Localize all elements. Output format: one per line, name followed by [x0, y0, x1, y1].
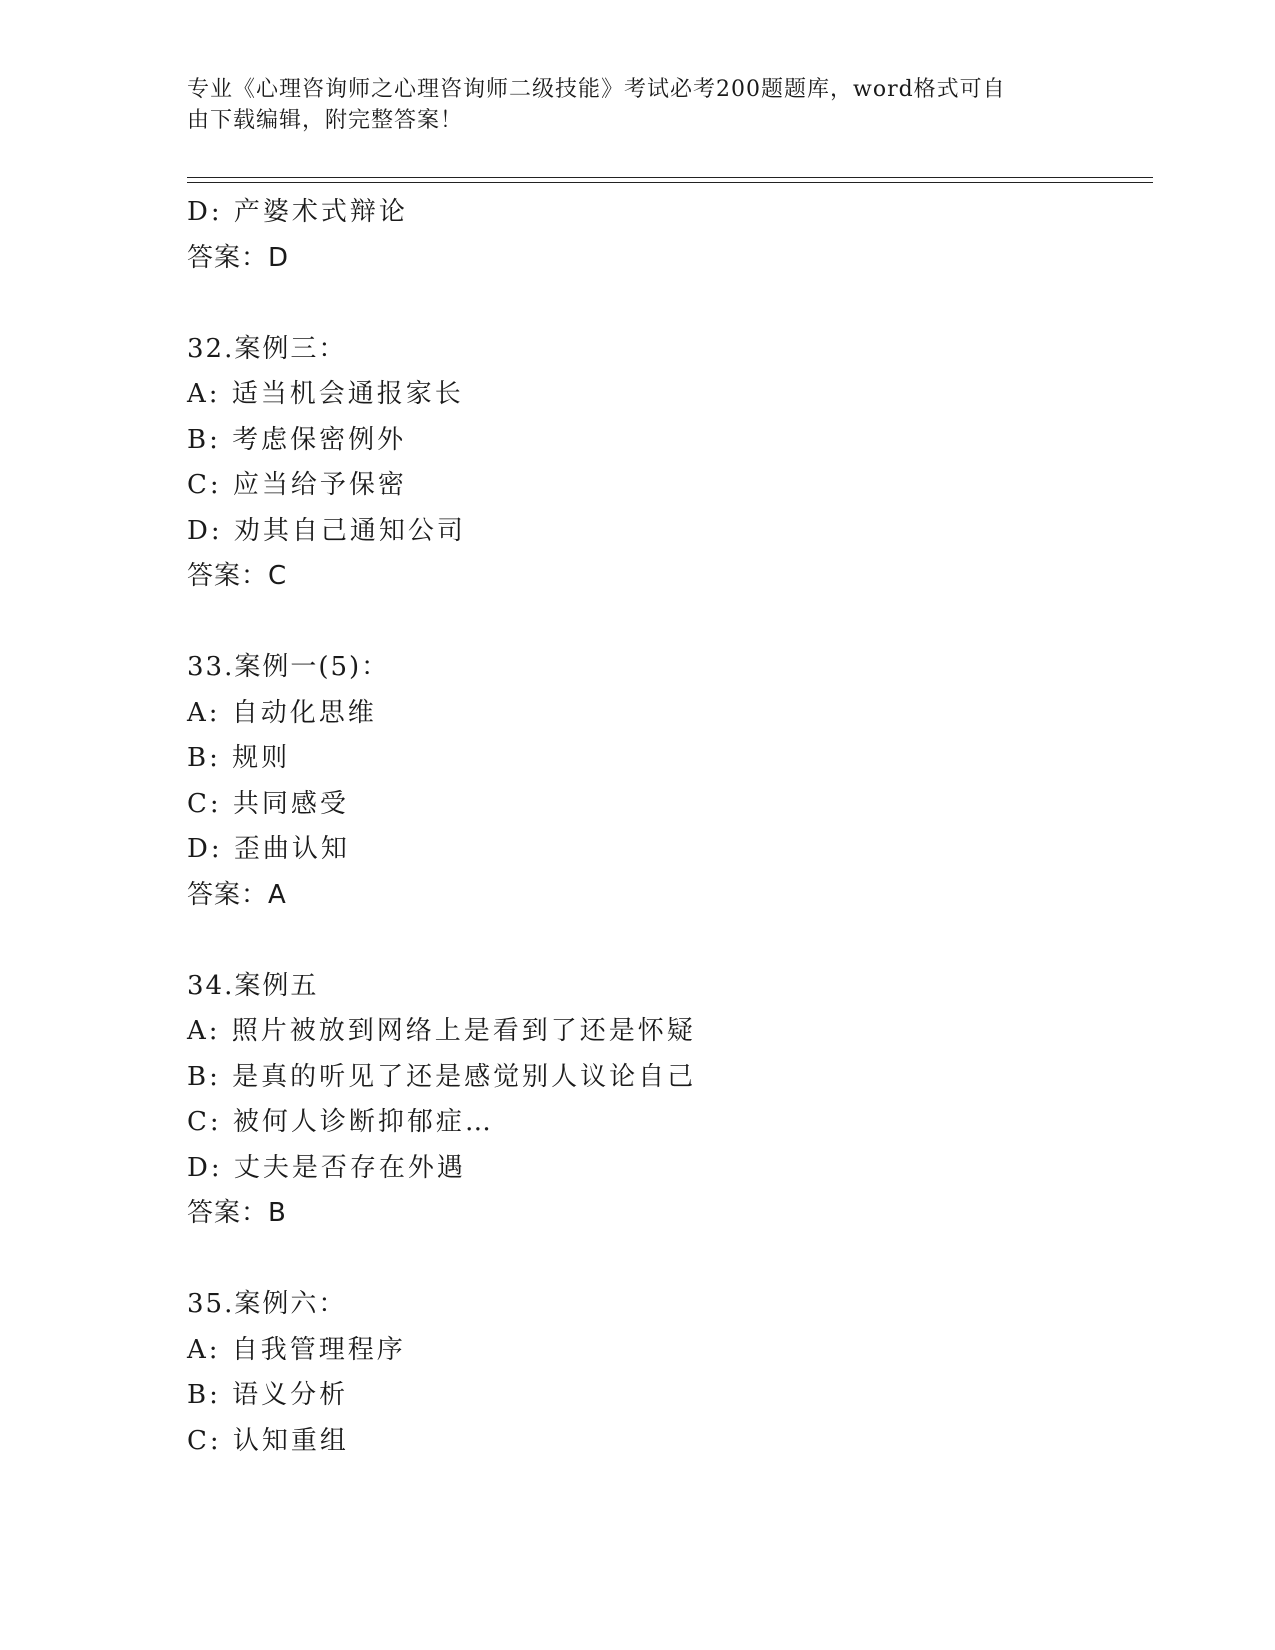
question-title: 32.案例三：	[187, 333, 347, 364]
question-block	[187, 964, 1147, 1237]
question-title: 34.案例五	[187, 970, 319, 1001]
answer-line: 答案：C	[187, 561, 288, 591]
header-divider-bottom	[187, 182, 1153, 183]
block-spacer	[187, 281, 1147, 327]
question-list	[187, 190, 1147, 1464]
option-d: D: 丈夫是否存在外遇	[187, 1152, 466, 1183]
option-c: C: 被何人诊断抑郁症…	[187, 1107, 494, 1137]
option-b: B: 规则	[187, 743, 291, 773]
question-block	[187, 1282, 1147, 1464]
question-block	[187, 327, 1147, 600]
answer-line: 答案：D	[187, 242, 290, 273]
question-block	[187, 645, 1147, 918]
block-spacer	[187, 600, 1147, 646]
option-b: B: 考虑保密例外	[187, 424, 407, 455]
question-block	[187, 190, 1147, 281]
question-title: 33.案例一(5)：	[187, 652, 390, 682]
question-title: 35.案例六：	[187, 1289, 347, 1319]
option-b: B: 是真的听见了还是感觉别人议论自己	[187, 1061, 697, 1092]
option-a: A: 照片被放到网络上是看到了还是怀疑	[187, 1016, 696, 1046]
block-spacer	[187, 1237, 1147, 1283]
option-b: B: 语义分析	[187, 1380, 349, 1410]
option-c: C: 应当给予保密	[187, 470, 407, 500]
option-d: D: 歪曲认知	[187, 834, 350, 864]
option-a: A: 自我管理程序	[187, 1334, 406, 1365]
option-d: D: 劝其自己通知公司	[187, 515, 466, 546]
option-c: C: 共同感受	[187, 788, 349, 819]
header-divider-top	[187, 177, 1153, 178]
answer-line: 答案：A	[187, 879, 287, 910]
header-intro-line-2: 由下载编辑，附完整答案！	[187, 108, 464, 133]
option-a: A: 自动化思维	[187, 697, 377, 728]
document-header	[187, 74, 1087, 136]
option-c: C: 认知重组	[187, 1425, 349, 1456]
header-intro-line-1: 专业《心理咨询师之心理咨询师二级技能》考试必考200题题库，word格式可自	[187, 77, 1006, 102]
option-a: A: 适当机会通报家长	[187, 379, 464, 409]
answer-line: 答案：B	[187, 1198, 287, 1228]
block-spacer	[187, 918, 1147, 964]
option-d: D: 产婆术式辩论	[187, 197, 408, 227]
